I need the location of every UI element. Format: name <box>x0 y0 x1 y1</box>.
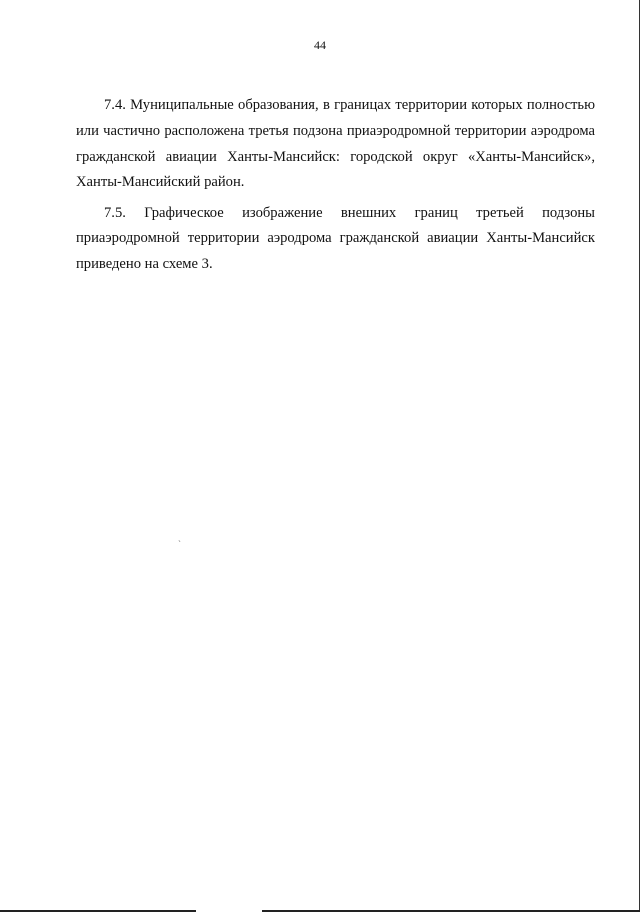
scan-speck: ˋ <box>178 539 181 549</box>
page-number: 44 <box>314 38 326 52</box>
paragraph-line: 7.4. Муниципальные образования, в границах территории которых полностью <box>104 97 595 113</box>
paragraph-line: приведено на схеме 3. <box>76 256 213 272</box>
paragraph-line: гражданской авиации Ханты-Мансийск: городской округ «Ханты-Мансийск», <box>76 149 595 165</box>
paragraph-line: приаэродромной территории аэродрома гражданской авиации Ханты-Мансийск <box>76 230 595 246</box>
paragraph-line: Ханты-Мансийский район. <box>76 174 245 190</box>
paragraph-line: 7.5. Графическое изображение внешних границ третьей подзоны <box>104 205 595 221</box>
paragraph-line: или частично расположена третья подзона приаэродромной территории аэродрома <box>76 123 595 139</box>
